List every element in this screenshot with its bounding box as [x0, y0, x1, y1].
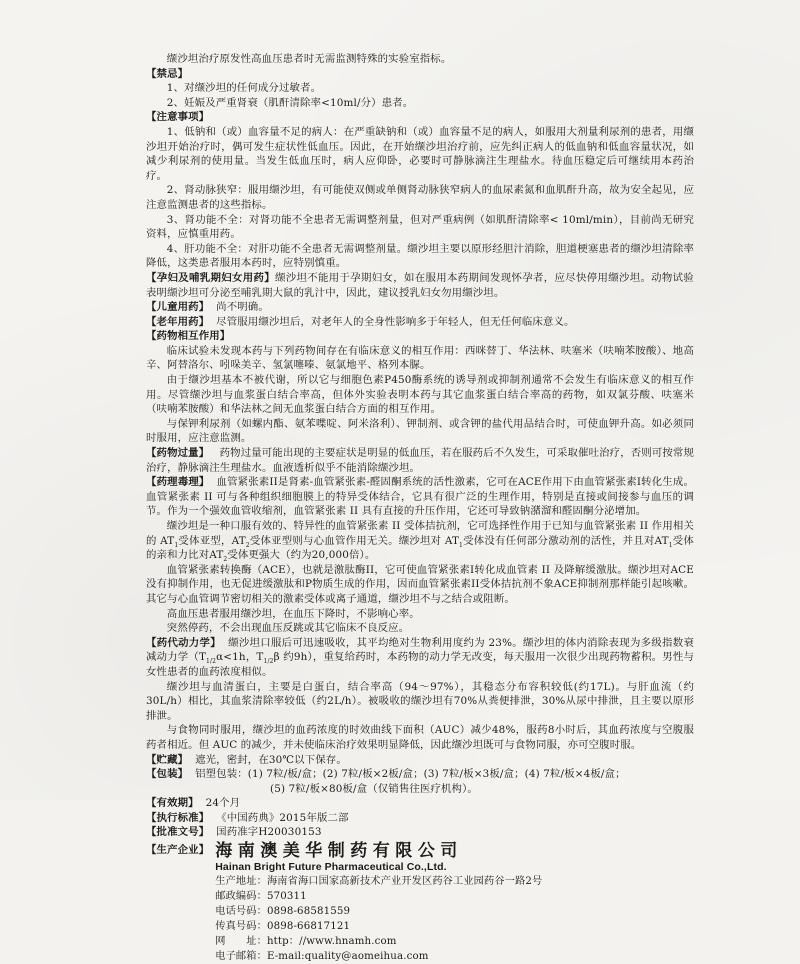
website-line: 网 址：http：//www.hnamh.com — [215, 936, 397, 948]
pharmacokinetics-paragraph: 与食物同时服用，缬沙坦的血药浓度的时效曲线下面积（AUC）减少48%，服药8小时后，其血药浓度与空腹服药者相近。但 AUC 的减少，并未使临床治疗效果明显降低，因此缬沙坦既可与食物同服，亦可空腹时服。 — [146, 724, 694, 751]
precaution-item: 4、肝功能不全：对肝功能不全患者无需调整剂量。缬沙坦主要以原形经胆汁消除，胆道梗塞患者的缬沙坦清除率降低，这类患者服用本药时，应特别慎重。 — [146, 242, 694, 270]
section-text: 尚不明确。 — [216, 301, 269, 314]
section-text: 缬沙坦不能用于孕期妇女，如在服用本药期间发现怀孕者，应尽快停用缬沙坦。动物试验表明缬沙坦可分泌至哺乳期大鼠的乳汁中，因此，建议授乳妇女勿用缬沙坦。 — [146, 271, 694, 299]
section-text: 尽管服用缬沙坦后，对老年人的全身性影响多于年轻人，但无任何临床意义。 — [216, 315, 575, 328]
pharmacokinetics-paragraph: 缬沙坦与血清蛋白，主要是白蛋白，结合率高（94～97%），其稳态分布容积较低(约17L)。与肝血流（约30L/h）相比，其血浆清除率较低（约2L/h）。被吸收的缬沙坦有70%从粪便排泄，30%从尿中排泄，且主要以原形排泄。 — [146, 680, 694, 722]
section-pharmacokinetics: 【药代动力学】 缬沙坦口服后可迅速吸收，其平均绝对生物利用度约为 23%。缬沙坦的体内消除表现为多级指数衰减动力学（$T_{1/2}\alpha<1h$，$T_{1/2}\beta$ 约9h），重复给药时，本药物的动力学无改变，每天服用一次很少出现药物蓄积。男性与女性患者的血药浓度相似。 缬沙坦与血清蛋白，主要是白蛋白，结合率高（94～97%），其稳态分布容积较低(约17L)。与肝血流（约30L/h）相比，其血浆清除率较低（约2L/h）。被吸收的缬沙坦有70%从粪便排泄，30%从尿中排泄，且主要以原形排泄。 与食物同时服用，缬沙坦的血药浓度的时效曲线下面积（AUC）减少48%，服药8小时后，其血药浓度与空腹服药者相近。但 AUC 的减少，并未使临床治疗效果明显降低，因此缬沙坦既可与食物同服，亦可空腹时服。 — [146, 636, 694, 751]
company-info — [215, 841, 542, 964]
section-overdose — [146, 446, 694, 475]
section-heading: 【执行标准】 — [146, 811, 210, 824]
section-heading: 【批准文号】 — [146, 826, 210, 839]
pharmacology-paragraph: 血管紧张素II是肾素-血管紧张素-醛固酮系统的活性激素，它可在ACE作用下由血管紧张素I转化生成。血管紧张素 II 可与各种组织细胞膜上的特异受体结合，它具有很广泛的生理作用，特别是直接或间接参与血压的调节。作为一个强效血管收缩剂，血管紧张素 II 具有直接的升压作用，它还可导致钠潴溜和醛固酮分泌增加。 — [146, 476, 694, 518]
company-name-cn: 海南澳美华制药有限公司 — [215, 841, 463, 862]
fax-line: 传真号码：0898-66817121 — [215, 921, 351, 933]
contraindication-item: 1、对缬沙坦的任何成分过敏者。 — [166, 82, 322, 95]
postcode-line: 邮政编码：570311 — [215, 891, 307, 903]
section-heading: 【老年用药】 — [146, 315, 210, 328]
precaution-item: 3、肾功能不全：对肾功能不全患者无需调整剂量，但对严重病例（如肌酐清除率< 10ml/min），目前尚无研究资料，应慎重用药。 — [146, 213, 694, 241]
section-heading: 【贮藏】 — [146, 753, 189, 766]
section-heading: 【药物相互作用】 — [146, 330, 231, 343]
section-text: 《中国药典》2015年版二部 — [216, 811, 349, 824]
precaution-item: 1、低钠和（或）血容量不足的病人：在严重缺钠和（或）血容量不足的病人，如服用大剂量利尿剂的患者，用缬沙坦开始治疗时，偶可发生症状性低血压。因此，在开始缬沙坦治疗前，应先纠正病人的低血钠和低血容量状况，如减少利尿剂的使用量。当发生低血压时，病人应仰卧，必要时可静脉滴注生理盐水。待血压稳定后可继续用本药治疗。 — [146, 125, 694, 182]
section-storage — [146, 753, 694, 768]
packaging-line: 铝塑包装：(1) 7粒/板/盒；(2) 7粒/板×2板/盒；(3) 7粒/板×3板/盒；(4) 7粒/板×4板/盒； — [195, 768, 626, 781]
section-packaging — [146, 767, 694, 796]
section-contraindications — [146, 67, 694, 111]
email-line: 电子邮箱：E-mail:quality@aomeihua.com — [215, 951, 429, 963]
section-heading: 【药理毒理】 — [146, 476, 210, 489]
section-heading: 【药代动力学】 — [146, 636, 221, 649]
company-name-en: Hainan Bright Future Pharmaceutical Co.,Ltd. — [215, 861, 447, 874]
section-heading: 【孕妇及哺乳期妇女用药】 — [146, 271, 275, 284]
section-heading: 【包装】 — [146, 768, 189, 781]
interaction-paragraph: 临床试验未发现本药与下列药物间存在有临床意义的相互作用：西咪替丁、华法林、呋塞米（呋喃苯胺酸）、地高辛、阿替洛尔、吲哚美辛、氢氯噻嗪、氨氯地平、格列本脲。 — [146, 344, 694, 372]
section-heading: 【有效期】 — [146, 797, 199, 810]
section-text: 24个月 — [205, 797, 241, 810]
section-standard — [146, 811, 694, 826]
section-heading: 【注意事项】 — [146, 111, 210, 124]
section-heading: 【儿童用药】 — [146, 301, 210, 314]
phone-line: 电话号码：0898-68581559 — [215, 906, 351, 918]
pharmacology-paragraph: 突然停药，不会出现血压反跳或其它临床不良反应。 — [166, 622, 410, 635]
section-text: 药物过量可能出现的主要症状是明显的低血压，若在服药后不久发生，可采取催吐治疗，否则可按常规治疗，静脉滴注生理盐水。血液透析似乎不能消除缬沙坦。 — [146, 447, 695, 474]
packaging-line: (5) 7粒/板×80板/盒（仅销售往医疗机构）。 — [270, 782, 478, 795]
precaution-item: 2、肾动脉狭窄：服用缬沙坦，有可能使双侧或单侧肾动脉狭窄病人的血尿素氮和血肌酐升高，故为安全起见，应注意监测患者的这些指标。 — [146, 184, 694, 211]
pharmacology-paragraph: 血管紧张素转换酶（ACE），也就是激肽酶II，它可使血管紧张素I转化成血管素 II 及降解缓激肽。缬沙坦对ACE没有抑制作用，也无促进缓激肽和P物质生成的作用，因而血管紧张素II受体拮抗剂不象ACE抑制剂那样能引起咳嗽。其它与心血管调节密切相关的激素受体或离子通道，缬沙坦不与之结合或阻断。 — [146, 563, 694, 605]
section-heading: 【禁忌】 — [146, 67, 189, 80]
section-geriatric — [146, 315, 694, 330]
section-precautions — [146, 110, 694, 271]
contraindication-item: 2、妊娠及严重肾衰（肌酐清除率<10ml/分）患者。 — [166, 96, 414, 109]
intro-line: 缬沙坦治疗原发性高血压患者时无需监测特殊的实验室指标。 — [166, 53, 452, 65]
section-pregnancy — [146, 271, 694, 300]
drug-leaflet — [146, 52, 694, 964]
section-interactions — [146, 329, 694, 446]
section-heading: 【生产企业】 — [146, 844, 210, 857]
section-validity — [146, 796, 694, 811]
section-pediatric — [146, 300, 694, 315]
section-heading: 【药物过量】 — [146, 447, 210, 460]
pharmacology-paragraph: 缬沙坦是一种口服有效的、特异性的血管紧张素 II 受体拮抗剂，它可选择性作用于已知与血管紧张素 II 作用相关的 $AT_1$受体亚型，$AT_2$受体亚型则与心血管作用无关。缬沙坦对 $AT_1$受体没有任何部分激动剂的活性，并且对$AT_1$受体的亲和力比对$AT_2$受体更强大（约为20,000倍）。 — [146, 520, 694, 564]
address-line: 生产地址：海南省海口国家高新技术产业开发区药谷工业园药谷一路2号 — [215, 876, 543, 888]
interaction-paragraph: 与保钾利尿剂（如螺内酯、氨苯喋啶、阿米洛利）、钾制剂、或含钾的盐代用品结合时，可使血钾升高。如必须同时服用，应注意监测。 — [146, 417, 694, 445]
section-text: 国药准字H20030153 — [216, 826, 322, 839]
section-approval — [146, 825, 694, 840]
section-text: 遮光，密封，在30℃以下保存。 — [195, 753, 347, 766]
section-pharmacology — [146, 475, 694, 636]
interaction-paragraph: 由于缬沙坦基本不被代谢，所以它与细胞色素P450酶系统的诱导剂或抑制剂通常不会发生有临床意义的相互作用。尽管缬沙坦与血浆蛋白结合率高，但体外实验表明本药与其它血浆蛋白结合率高的药物，如双氯芬酸、呋塞米（呋喃苯胺酸）和华法林之间无血浆蛋白结合方面的相互作用。 — [146, 374, 694, 416]
pharmacology-paragraph: 高血压患者服用缬沙坦，在血压下降时，不影响心率。 — [166, 607, 420, 620]
section-manufacturer — [146, 841, 694, 964]
